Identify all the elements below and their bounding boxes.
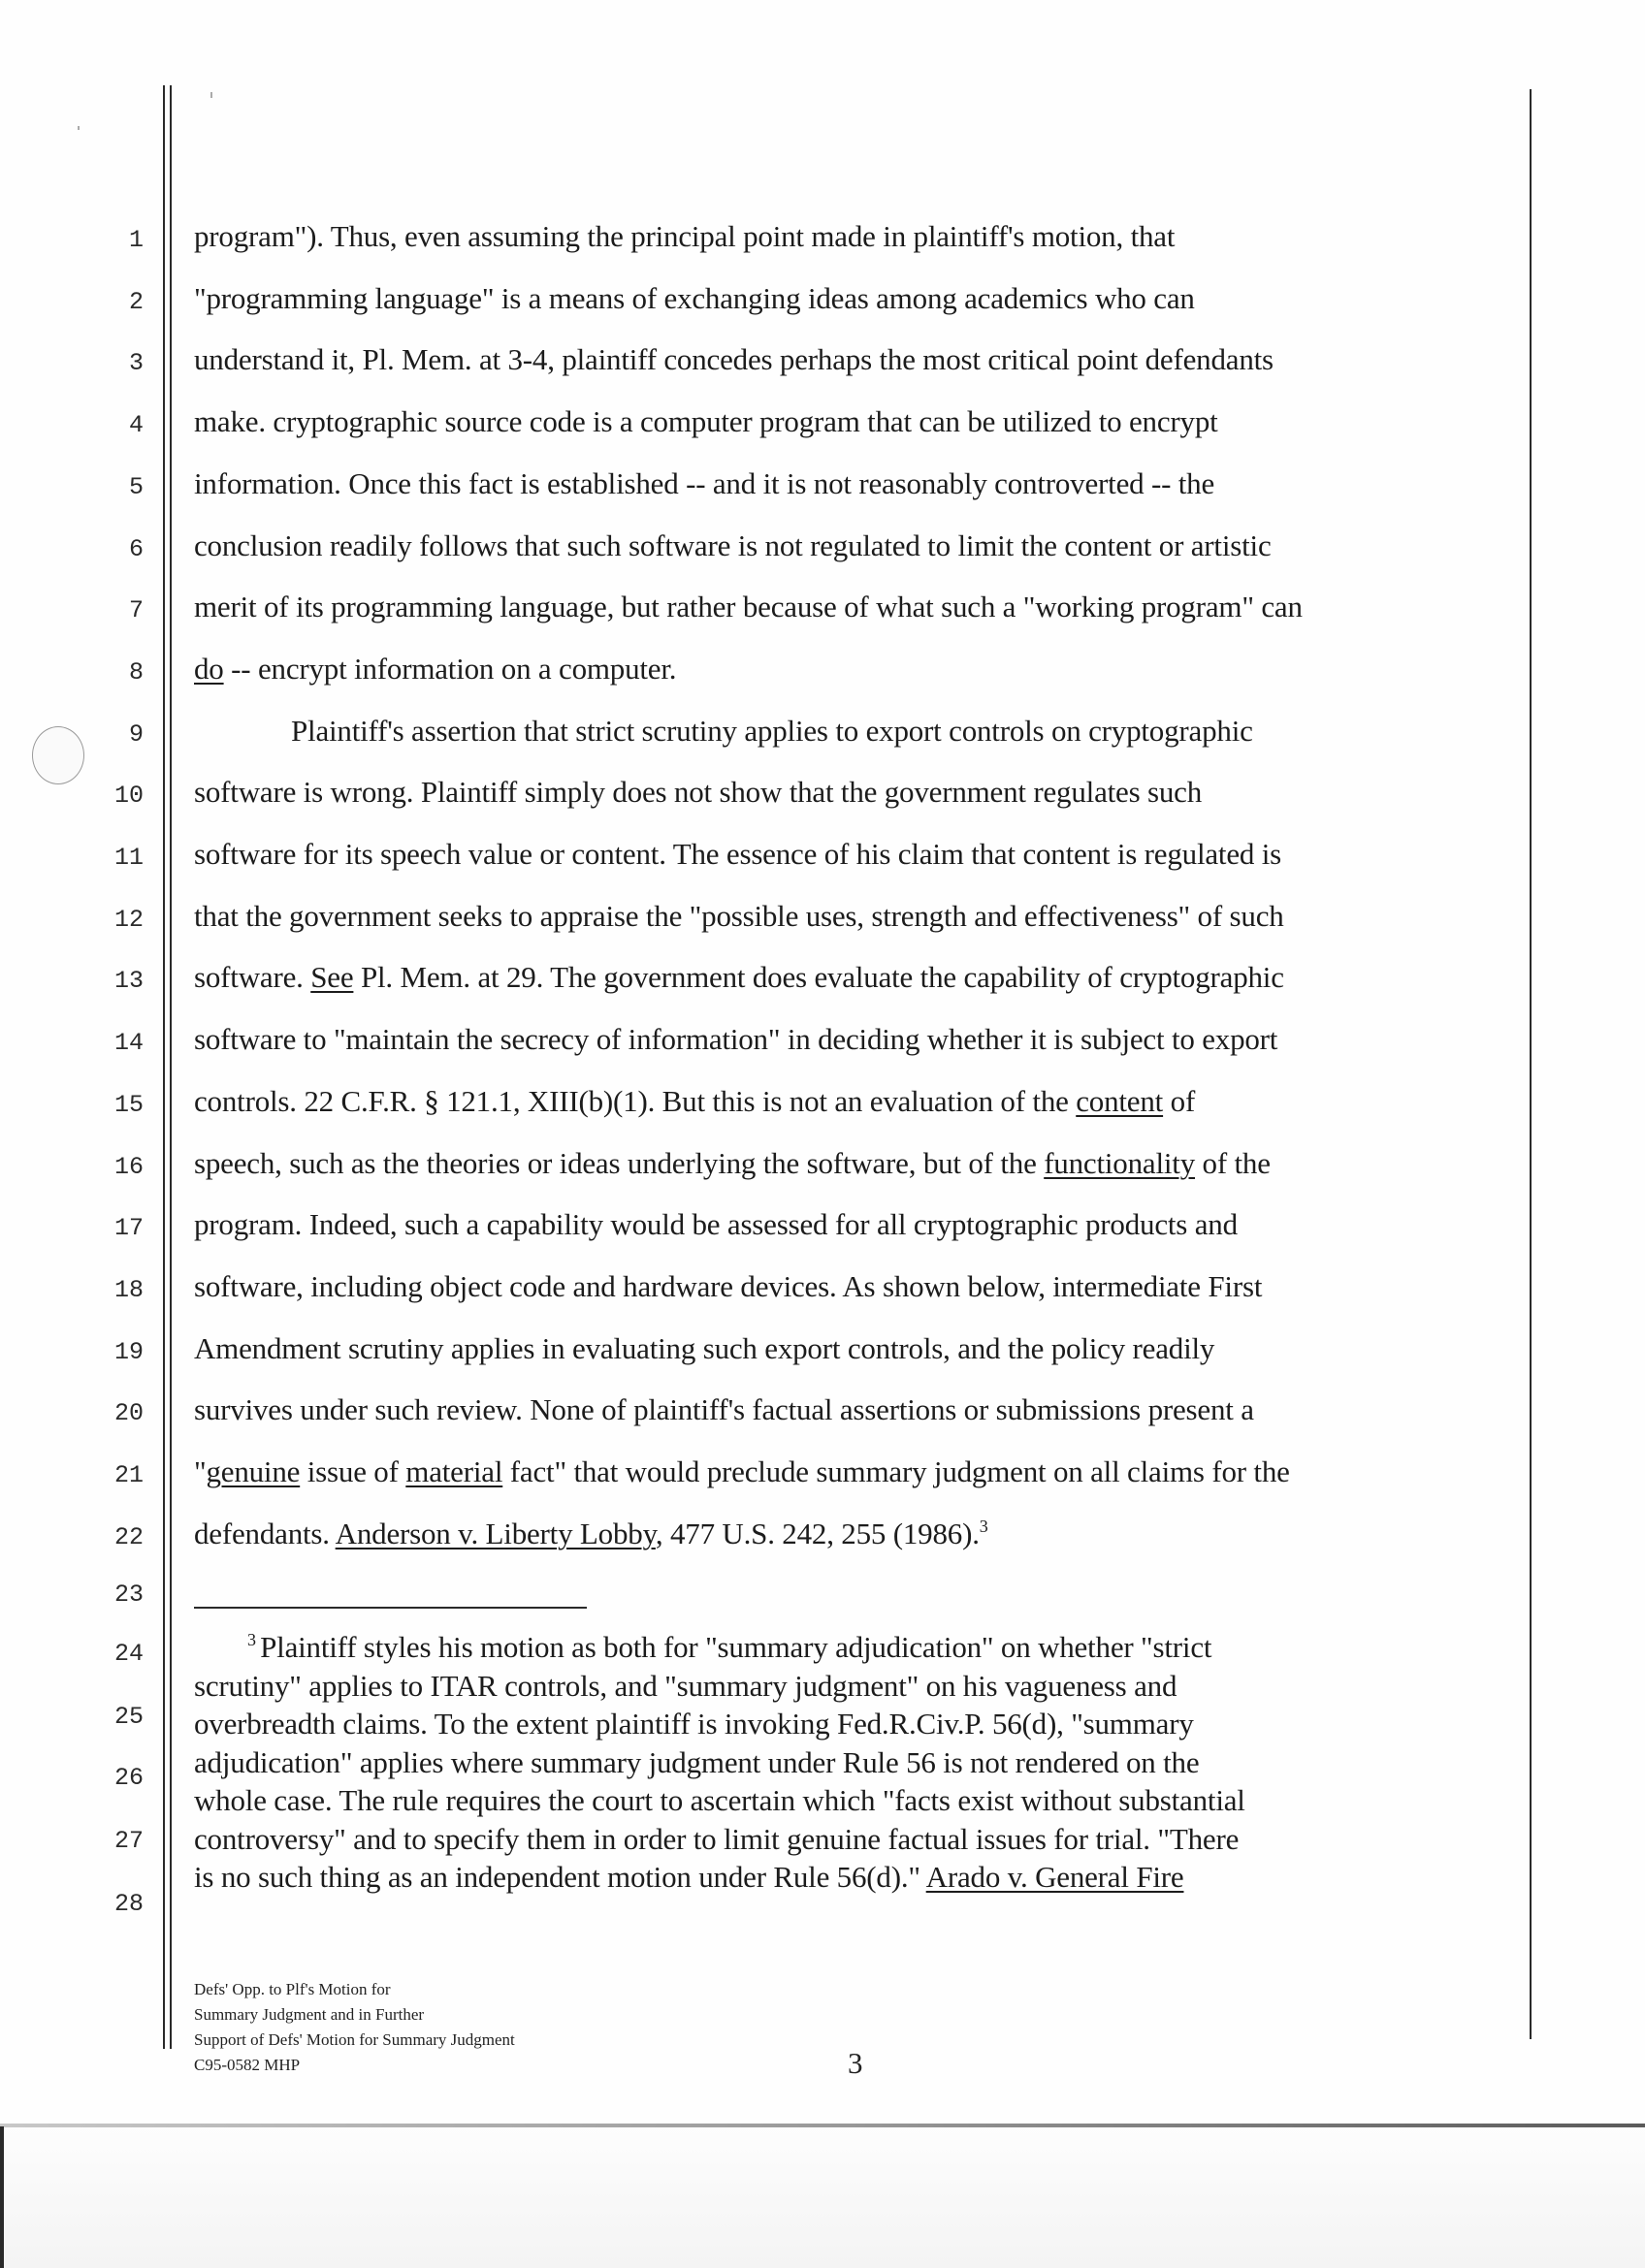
scan-speck [78, 126, 80, 130]
body-line [194, 960, 1284, 995]
left-margin-rule-inner [170, 85, 172, 2049]
text-run: fact" that would preclude summary judgment on all claims for the [502, 1454, 1290, 1488]
text-run: understand it, Pl. Mem. at 3-4, plaintiff concedes perhaps the most critical point defendants [194, 342, 1274, 377]
text-run: controversy" and to specify them in order to limit genuine factual issues for trial. "There [194, 1821, 1240, 1856]
text-run: adjudication" applies where summary judgment under Rule 56 is not rendered on the [194, 1744, 1200, 1779]
body-line [194, 1207, 1238, 1242]
text-run: "programming language" is a means of exchanging ideas among academics who can [194, 280, 1195, 315]
underlined-text: genuine [206, 1454, 301, 1488]
footnote-line [194, 1709, 1194, 1739]
line-number: 19 [113, 1337, 144, 1366]
text-run: of [1163, 1083, 1196, 1118]
body-line [194, 221, 1175, 251]
footnote-line [194, 1785, 1245, 1815]
scanner-edge-shadow [0, 2126, 4, 2268]
footer-caption-line: Support of Defs' Motion for Summary Judgment [194, 2030, 515, 2049]
line-number: 5 [128, 472, 144, 501]
line-number: 23 [113, 1581, 144, 1609]
text-run: speech, such as the theories or ideas underlying the software, but of the [194, 1145, 1045, 1180]
body-line [194, 1022, 1278, 1057]
text-run: program. Indeed, such a capability would be assessed for all cryptographic products and [194, 1207, 1238, 1242]
text-run: of the [1195, 1145, 1271, 1180]
text-run: -- encrypt information on a computer. [223, 651, 677, 686]
body-line [194, 839, 1281, 869]
text-run: software, including object code and hardware devices. As shown below, intermediate First [194, 1268, 1263, 1303]
footnote-line [247, 1632, 1211, 1662]
text-run: is no such thing as an independent motion under Rule 56(d)." [194, 1860, 926, 1894]
line-number: 2 [128, 287, 144, 316]
body-line [194, 1330, 1215, 1365]
line-number: 10 [113, 782, 144, 811]
page-bottom-edge [0, 2124, 1645, 2127]
body-line [194, 527, 1272, 562]
text-run: software for its speech value or content. The essence of his claim that content is regulated is [194, 837, 1282, 871]
body-line [194, 1145, 1271, 1180]
line-number: 27 [113, 1827, 144, 1855]
body-line [194, 1392, 1254, 1427]
scan-speck [210, 92, 212, 98]
right-margin-rule [1530, 89, 1532, 2039]
text-run: Plaintiff styles his motion as both for "summary adjudication" on whether "strict [260, 1630, 1212, 1664]
body-line [194, 1518, 988, 1549]
text-run: scrutiny" applies to ITAR controls, and "summary judgment" on his vagueness and [194, 1668, 1177, 1703]
line-number: 14 [113, 1029, 144, 1058]
underlined-text: See [310, 960, 354, 995]
body-line [291, 713, 1253, 748]
line-number: 4 [128, 411, 144, 440]
text-run: software to "maintain the secrecy of information" in deciding whether it is subject to export [194, 1022, 1278, 1057]
underlined-text: Arado v. General Fire [925, 1860, 1184, 1894]
left-margin-rule-outer [163, 85, 165, 2049]
line-number: 22 [113, 1522, 144, 1551]
body-line [194, 651, 677, 686]
underlined-text: do [194, 651, 224, 686]
text-run: overbreadth claims. To the extent plaintiff is invoking Fed.R.Civ.P. 56(d), "summary [194, 1707, 1194, 1741]
footnote-line [194, 1744, 1200, 1779]
body-line [194, 342, 1274, 377]
line-number: 13 [113, 967, 144, 996]
underlined-text: functionality [1044, 1145, 1195, 1180]
text-run: Plaintiff's assertion that strict scrutiny applies to export controls on cryptographic [291, 713, 1253, 748]
footer-case-number: C95-0582 MHP [194, 2056, 301, 2074]
line-number: 20 [113, 1399, 144, 1428]
text-run: defendants. [194, 1516, 336, 1550]
body-line [194, 898, 1284, 933]
text-run: program"). Thus, even assuming the principal point made in plaintiff's motion, that [194, 219, 1176, 253]
text-run: , 477 U.S. 242, 255 (1986). [655, 1516, 980, 1550]
footnote-marker: 3 [247, 1630, 261, 1649]
line-number: 9 [128, 719, 144, 749]
text-run: software is wrong. Plaintiff simply does not show that the government regulates such [194, 775, 1203, 810]
line-number: 25 [113, 1703, 144, 1731]
line-number: 21 [113, 1461, 144, 1489]
text-run: survives under such review. None of plaintiff's factual assertions or submissions present a [194, 1392, 1254, 1427]
footer-caption-line: Defs' Opp. to Plf's Motion for [194, 1980, 391, 1998]
text-run: conclusion readily follows that such software is not regulated to limit the content or artistic [194, 527, 1272, 562]
footnote-line [194, 1862, 1183, 1892]
body-line [194, 1083, 1196, 1118]
text-run: " [194, 1454, 207, 1488]
line-number: 8 [128, 657, 144, 687]
line-number: 1 [128, 226, 144, 254]
body-line [194, 1268, 1263, 1303]
line-number: 11 [113, 844, 144, 872]
body-line [194, 1456, 1290, 1486]
line-number: 28 [113, 1890, 144, 1918]
body-line [194, 280, 1195, 315]
text-run: make. cryptographic source code is a computer program that can be utilized to encrypt [194, 404, 1218, 439]
underlined-text: material [405, 1454, 503, 1488]
body-line [194, 591, 1303, 622]
line-number: 17 [113, 1214, 144, 1243]
line-number: 12 [113, 905, 144, 934]
line-number: 16 [113, 1152, 144, 1181]
footnote-line [194, 1821, 1240, 1856]
footnote-separator [194, 1607, 587, 1609]
hole-punch-mark [32, 726, 84, 784]
line-number: 18 [113, 1275, 144, 1304]
scanner-background [0, 2126, 1645, 2268]
text-run: whole case. The rule requires the court to ascertain which "facts exist without substantial [194, 1783, 1245, 1817]
line-number: 6 [128, 534, 144, 563]
body-line [194, 465, 1215, 500]
line-number: 7 [128, 596, 144, 625]
footnote-line [194, 1668, 1177, 1703]
line-number: 26 [113, 1764, 144, 1792]
body-line [194, 404, 1218, 439]
footnote-reference: 3 [979, 1516, 988, 1536]
underlined-text: content [1076, 1083, 1164, 1118]
text-run: controls. 22 C.F.R. § 121.1, XIII(b)(1). But this is not an evaluation of the [194, 1083, 1077, 1118]
footer-caption-line: Summary Judgment and in Further [194, 2005, 425, 2024]
line-number: 15 [113, 1090, 144, 1119]
underlined-text: Anderson v. Liberty Lobby [335, 1516, 656, 1550]
text-run: software. [194, 960, 311, 995]
text-run: Amendment scrutiny applies in evaluating such export controls, and the policy readily [194, 1330, 1215, 1365]
text-run: merit of its programming language, but rather because of what such a "working program" can [194, 590, 1303, 624]
text-run: that the government seeks to appraise the "possible uses, strength and effectiveness" of such [194, 898, 1284, 933]
body-line [194, 775, 1203, 810]
text-run: Pl. Mem. at 29. The government does evaluate the capability of cryptographic [353, 960, 1284, 995]
page-number: 3 [848, 2046, 863, 2080]
text-run: issue of [300, 1454, 406, 1488]
line-number: 3 [128, 349, 144, 378]
line-number: 24 [113, 1640, 144, 1668]
text-run: information. Once this fact is established -- and it is not reasonably controverted -- the [194, 465, 1215, 500]
